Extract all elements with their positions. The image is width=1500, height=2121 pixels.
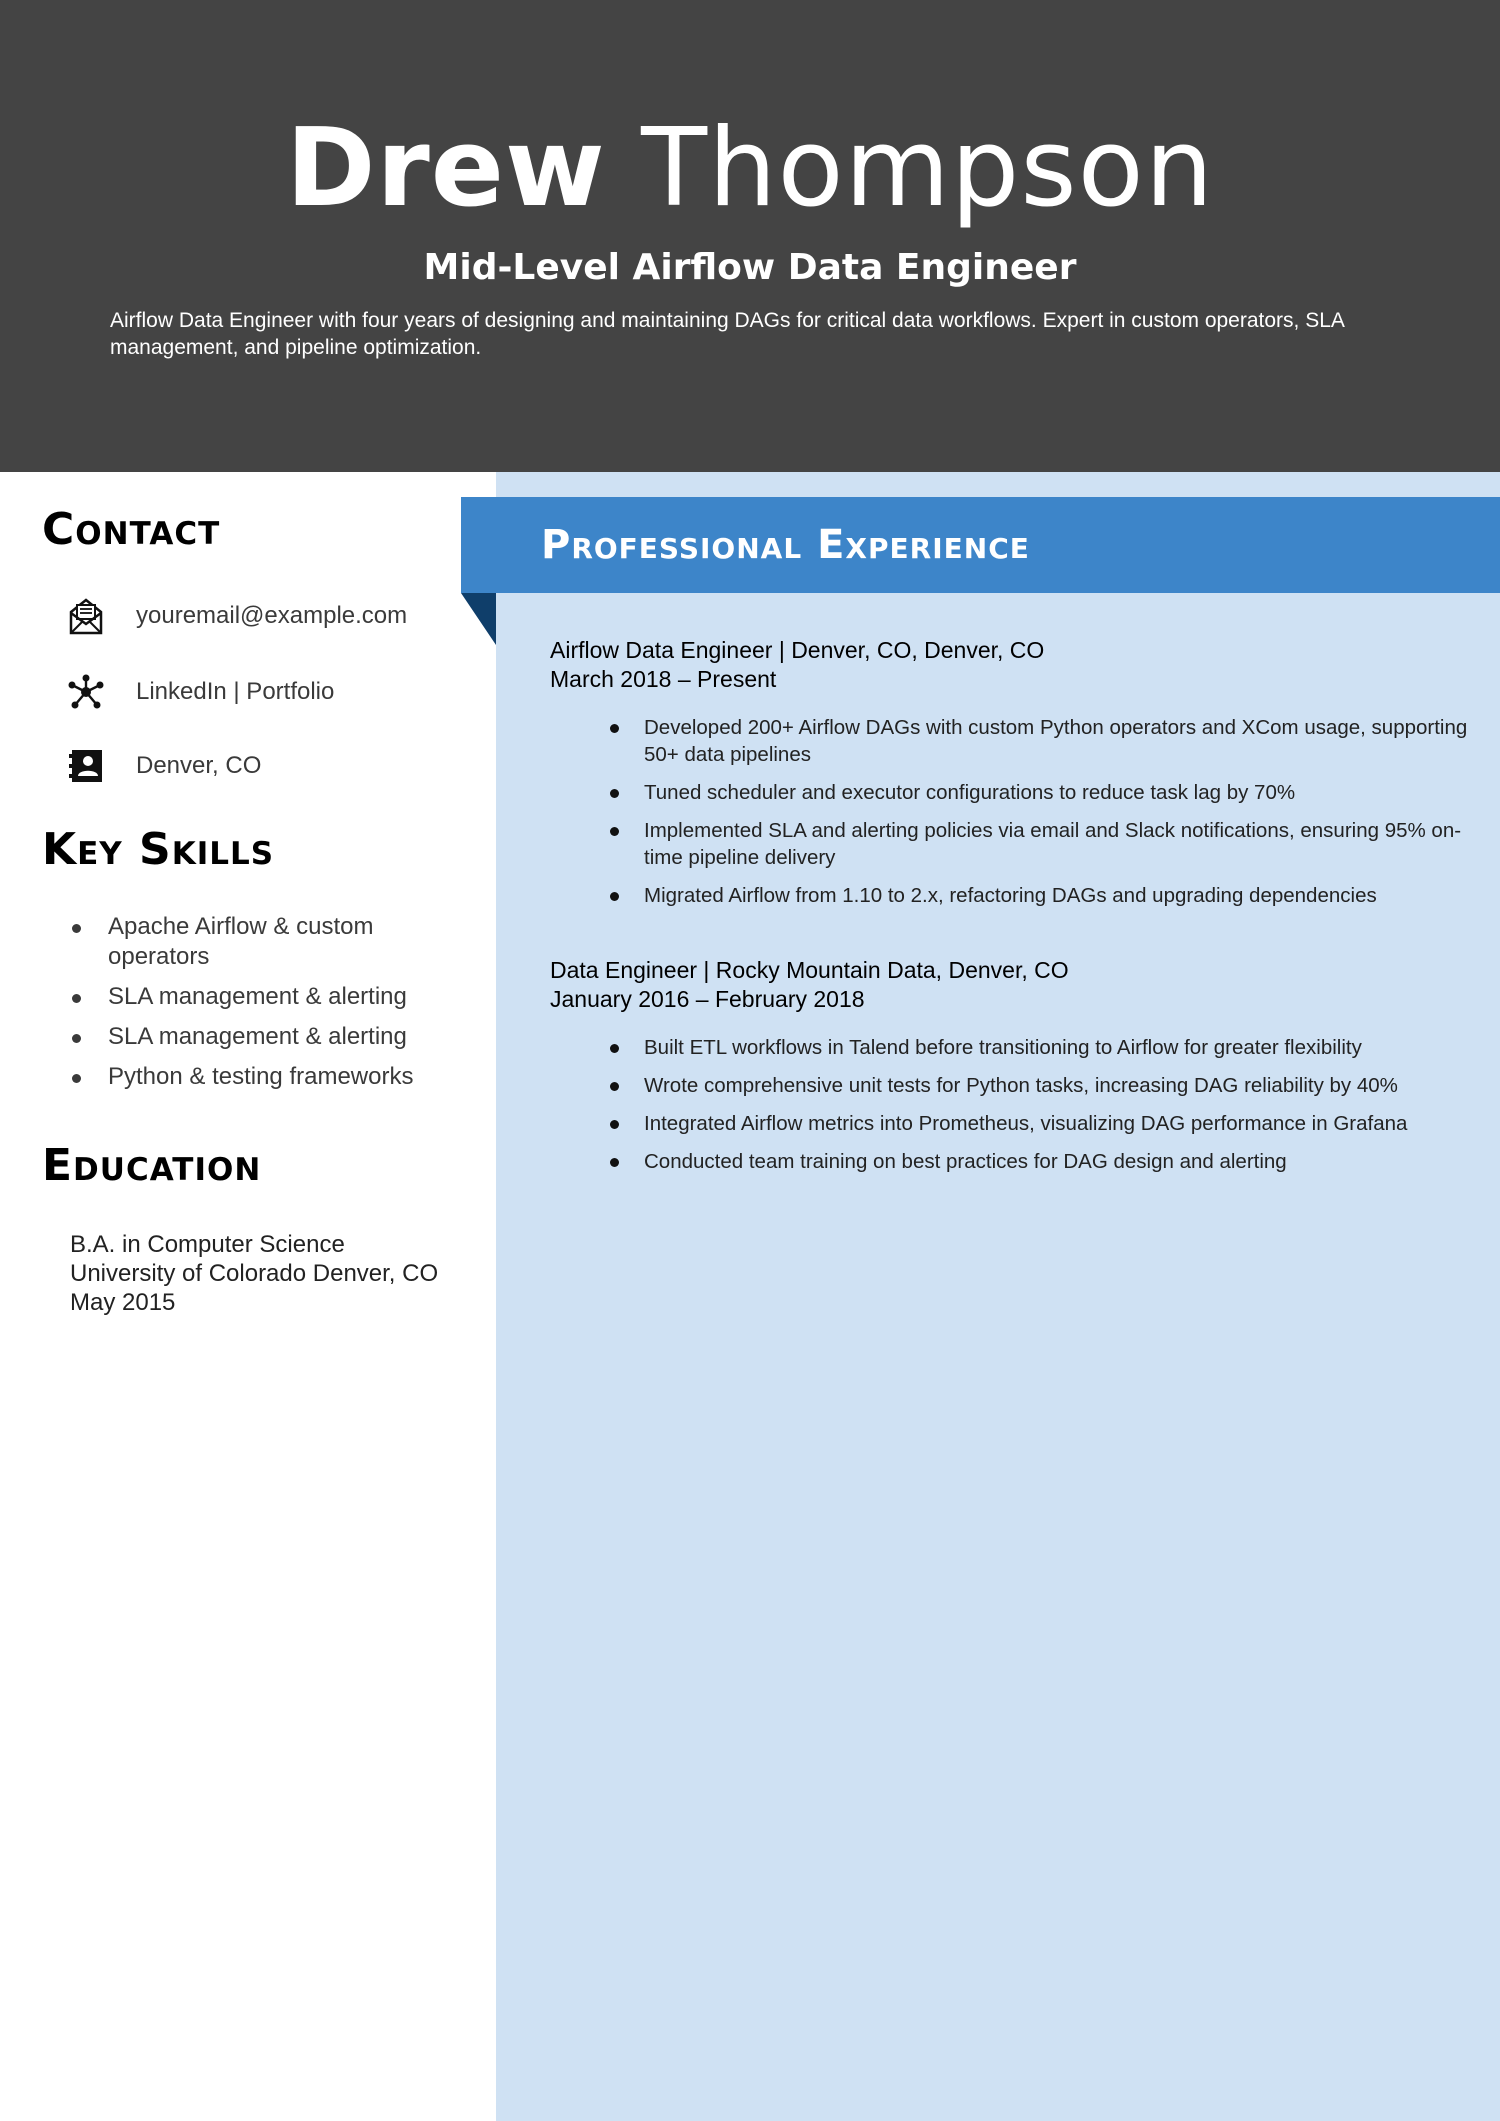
network-icon	[66, 672, 106, 712]
education-school: University of Colorado Denver, CO	[70, 1260, 439, 1287]
skills-list	[70, 912, 460, 1102]
skills-heading: Key Skills	[42, 824, 275, 875]
contact-email[interactable]: youremail@example.com	[136, 602, 408, 629]
job-bullets	[550, 714, 1470, 909]
job-bullet: Tuned scheduler and executor configurations to reduce task lag by 70%	[550, 779, 1470, 806]
contact-links[interactable]: LinkedIn | Portfolio	[136, 678, 335, 705]
candidate-name	[0, 105, 1500, 233]
job-bullet: Conducted team training on best practices for DAG design and alerting	[550, 1148, 1470, 1175]
job-bullet: Migrated Airflow from 1.10 to 2.x, refactoring DAGs and upgrading dependencies	[550, 882, 1470, 909]
job-bullet: Implemented SLA and alerting policies via email and Slack notifications, ensuring 95% on-time pipeline delivery	[550, 817, 1470, 871]
job-entry	[550, 956, 1470, 1186]
contact-location: Denver, CO	[136, 752, 262, 779]
skill-item: SLA management & alerting	[70, 1022, 460, 1052]
resume-header	[0, 0, 1500, 472]
contact-heading: Contact	[42, 504, 221, 555]
experience-heading: Professional Experience	[541, 522, 1030, 568]
education-heading: Education	[42, 1140, 262, 1191]
skill-item: SLA management & alerting	[70, 982, 460, 1012]
banner-fold	[461, 593, 496, 645]
job-bullet: Integrated Airflow metrics into Prometheus, visualizing DAG performance in Grafana	[550, 1110, 1470, 1137]
summary-text: Airflow Data Engineer with four years of designing and maintaining DAGs for critical data workflows. Expert in custom operators, SLA management, and pipeline optimization.	[110, 309, 1344, 359]
education-entry	[70, 1230, 490, 1317]
job-entry	[550, 636, 1470, 920]
contact-email-row	[66, 594, 408, 638]
education-date: May 2015	[70, 1289, 176, 1316]
job-title: Mid-Level Airflow Data Engineer	[423, 247, 1077, 288]
job-title-line: Airflow Data Engineer | Denver, CO, Denver, CO	[550, 637, 1045, 663]
email-icon	[66, 596, 106, 636]
job-bullets	[550, 1034, 1470, 1175]
job-dates: March 2018 – Present	[550, 666, 777, 692]
contact-links-row	[66, 670, 335, 714]
experience-banner	[461, 497, 1500, 593]
job-bullet: Developed 200+ Airflow DAGs with custom Python operators and XCom usage, supporting 50+ data pipelines	[550, 714, 1470, 768]
contact-card-icon	[66, 746, 106, 786]
skill-item: Python & testing frameworks	[70, 1062, 460, 1092]
job-dates: January 2016 – February 2018	[550, 986, 865, 1012]
last-name: Thompson	[641, 106, 1215, 231]
contact-location-row	[66, 744, 262, 788]
job-bullet: Built ETL workflows in Talend before transitioning to Airflow for greater flexibility	[550, 1034, 1470, 1061]
skill-item: Apache Airflow & custom operators	[70, 912, 460, 972]
first-name: Drew	[285, 106, 606, 231]
job-bullet: Wrote comprehensive unit tests for Python tasks, increasing DAG reliability by 40%	[550, 1072, 1470, 1099]
education-degree: B.A. in Computer Science	[70, 1231, 345, 1258]
job-title-line: Data Engineer | Rocky Mountain Data, Denver, CO	[550, 957, 1069, 983]
